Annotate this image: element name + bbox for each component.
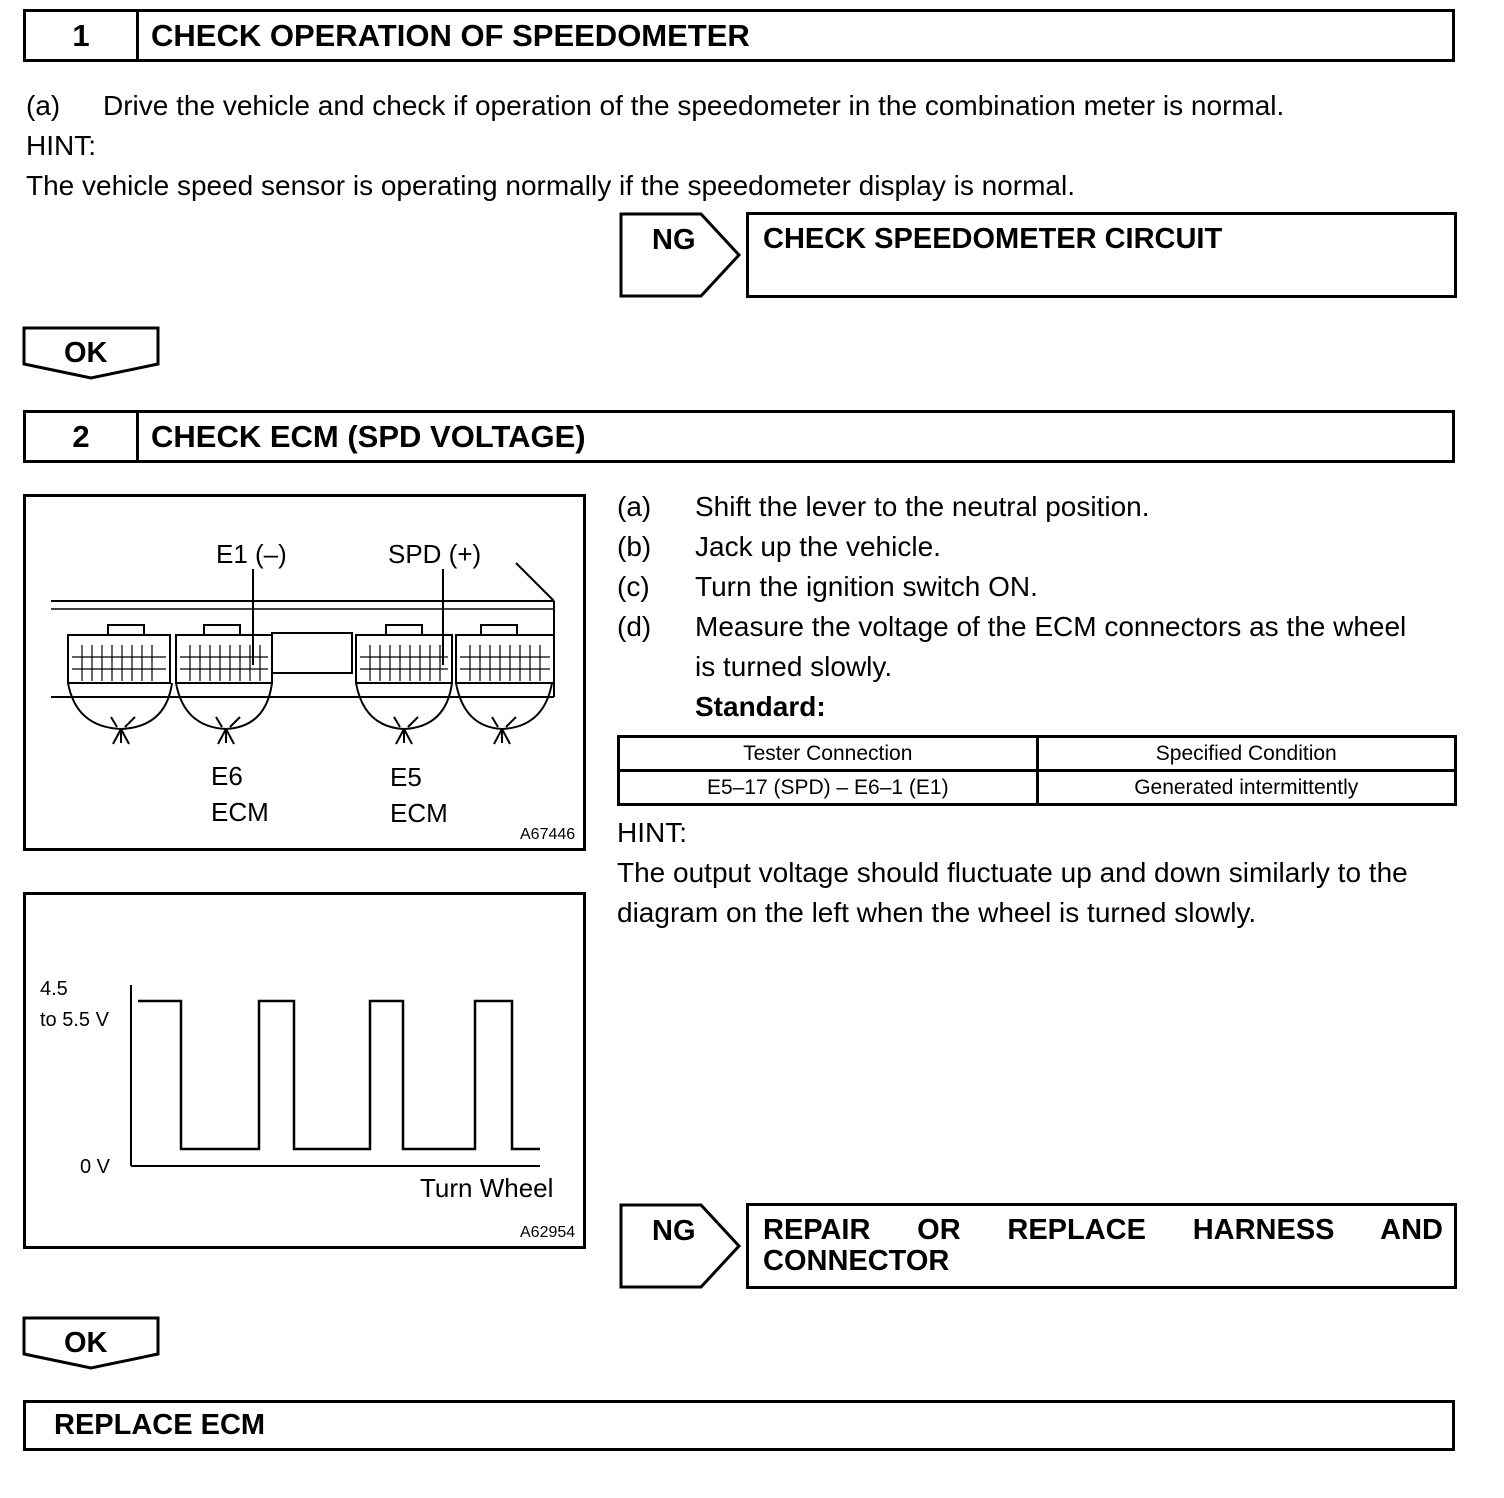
- label-spd: SPD (+): [388, 539, 482, 569]
- table-cell: Generated intermittently: [1037, 771, 1456, 805]
- spec-table: [617, 735, 1457, 806]
- ng-action-text: CONNECTOR: [763, 1245, 950, 1277]
- item-text: Measure the voltage of the ECM connectors as the wheel: [695, 611, 1407, 642]
- ok-label: OK: [64, 337, 108, 369]
- waveform-diagram: [23, 892, 586, 1249]
- hint-label: HINT:: [617, 817, 687, 848]
- ng-action-text: CHECK SPEEDOMETER CIRCUIT: [763, 223, 1223, 255]
- ecm-connector-drawing: [26, 497, 583, 848]
- item-text: Shift the lever to the neutral position.: [695, 491, 1150, 522]
- table-header: Specified Condition: [1037, 737, 1456, 771]
- ng-action-box: [746, 1203, 1457, 1289]
- figure-id: A62954: [520, 1224, 576, 1241]
- table-row: [619, 771, 1456, 805]
- step-1-header: [23, 9, 1455, 62]
- label-e1: E1 (–): [216, 539, 287, 569]
- ng-action-box: [746, 212, 1457, 298]
- step-number: 1: [26, 12, 139, 59]
- item-text: Jack up the vehicle.: [695, 531, 941, 562]
- hint-label: HINT:: [26, 130, 96, 161]
- step-title: CHECK OPERATION OF SPEEDOMETER: [151, 17, 750, 53]
- item-label: (a): [26, 90, 61, 121]
- figure-id: A67446: [520, 826, 576, 843]
- ng-label: NG: [652, 1215, 696, 1247]
- waveform-line: [138, 1001, 540, 1149]
- hint-text: The vehicle speed sensor is operating normally if the speedometer display is normal.: [26, 170, 1075, 201]
- item-label: (d): [617, 611, 652, 642]
- item-text-cont: is turned slowly.: [695, 651, 893, 682]
- ng-label: NG: [652, 224, 696, 256]
- table-header-row: [619, 737, 1456, 771]
- label-x: Turn Wheel: [420, 1173, 554, 1203]
- connector-diagram: [23, 494, 586, 851]
- hint-text: The output voltage should fluctuate up and down similarly to the: [617, 857, 1408, 888]
- spd-waveform: [26, 895, 583, 1246]
- ok-label: OK: [64, 1327, 108, 1359]
- hint-text: diagram on the left when the wheel is turned slowly.: [617, 897, 1257, 928]
- label-e6-ecm: ECM: [211, 797, 269, 827]
- label-e5-ecm: ECM: [390, 798, 448, 828]
- step-2-header: [23, 410, 1455, 463]
- table-header: Tester Connection: [619, 737, 1038, 771]
- step-number: 2: [26, 413, 139, 460]
- label-low: 0 V: [80, 1156, 111, 1178]
- label-high-1: 4.5: [40, 978, 68, 1000]
- label-e5: E5: [390, 762, 422, 792]
- final-action-box: [23, 1400, 1455, 1451]
- standard-label: Standard:: [695, 691, 826, 722]
- table-cell: E5–17 (SPD) – E6–1 (E1): [619, 771, 1038, 805]
- item-label: (a): [617, 491, 652, 522]
- label-e6: E6: [211, 761, 243, 791]
- item-label: (c): [617, 571, 650, 602]
- item-text: Turn the ignition switch ON.: [695, 571, 1038, 602]
- ng-action-text: REPAIR OR REPLACE HARNESS AND: [763, 1214, 1443, 1246]
- step-title: CHECK ECM (SPD VOLTAGE): [151, 418, 586, 454]
- label-high-2: to 5.5 V: [40, 1009, 109, 1031]
- item-text: Drive the vehicle and check if operation of the speedometer in the combination meter is normal.: [103, 90, 1285, 121]
- final-action-text: REPLACE ECM: [54, 1409, 266, 1441]
- item-label: (b): [617, 531, 652, 562]
